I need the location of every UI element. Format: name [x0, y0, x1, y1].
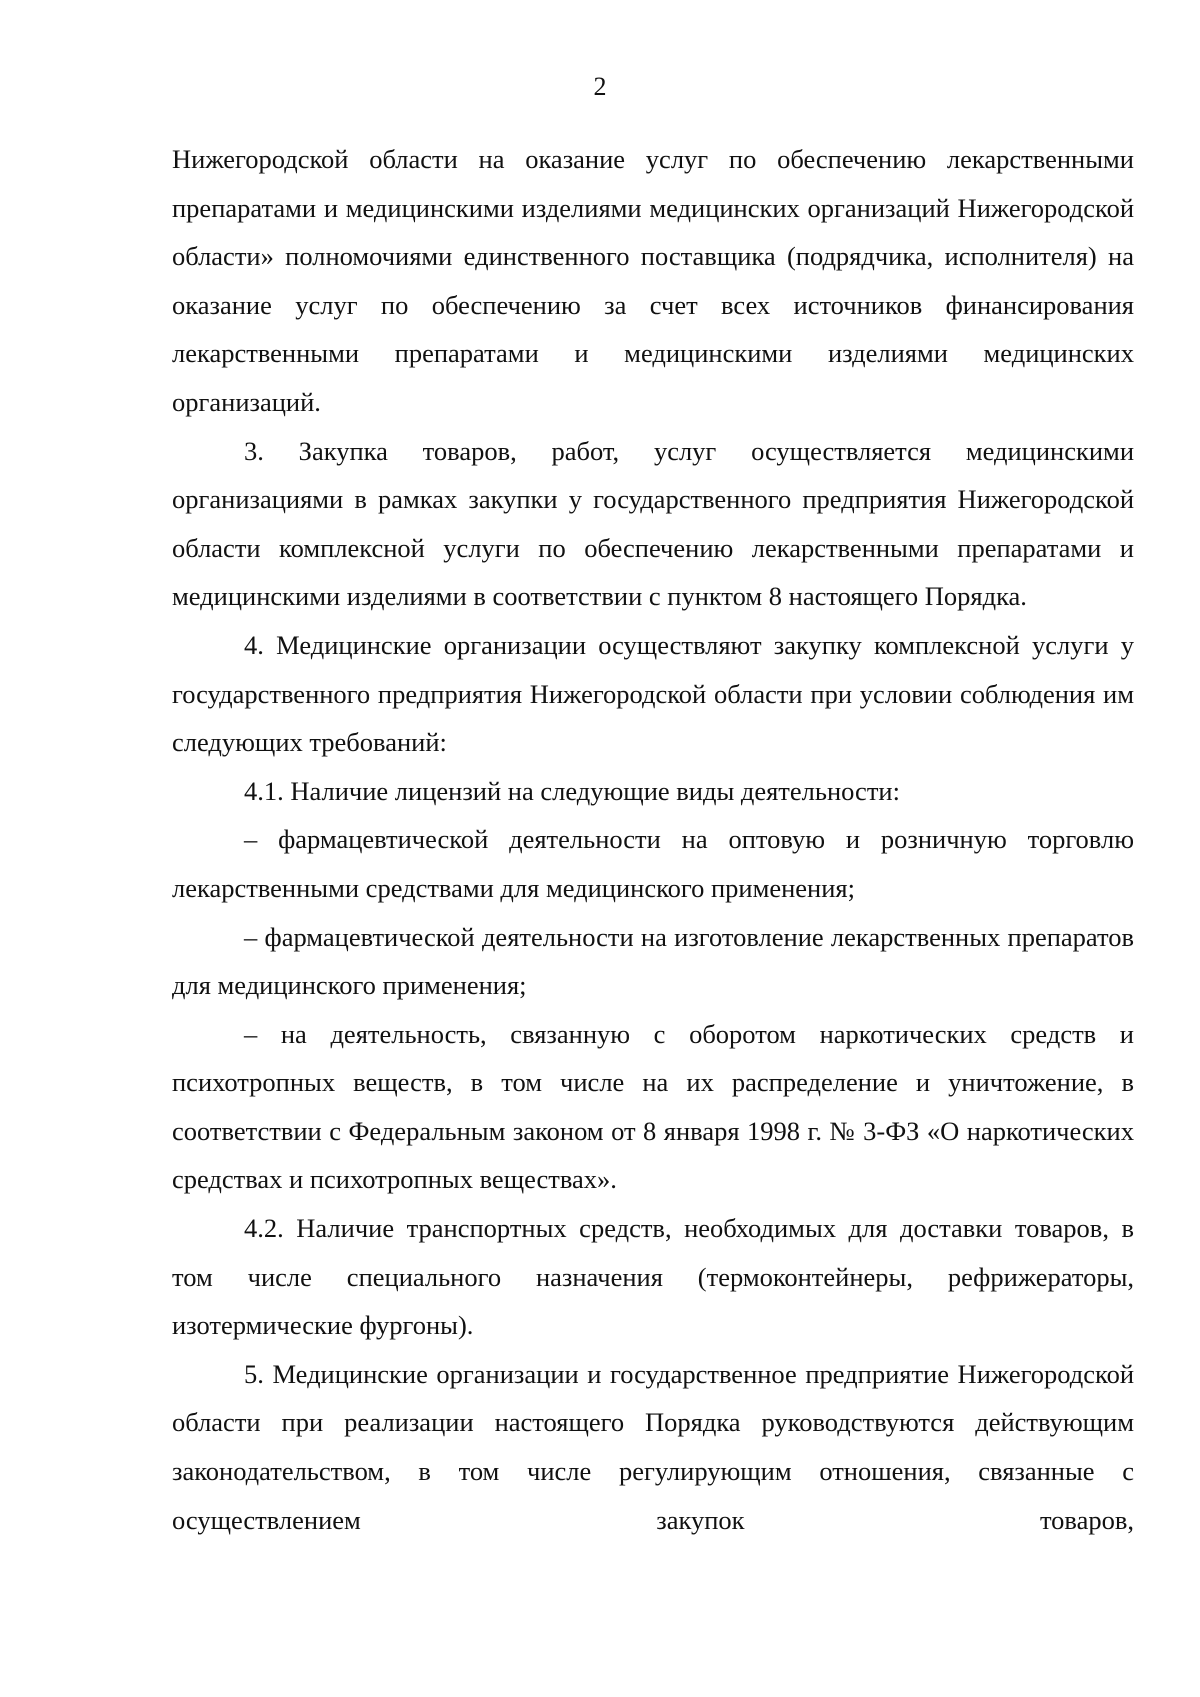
paragraph-continuation: Нижегородской области на оказание услуг по обеспечению лекарственными препаратами и медицинскими изделиями медицинских организаций Нижегородской области» полномочиями единственного поставщика (подрядчика, исполнителя) на оказание услуг по обеспечению за счет всех источников финансирования лекарственными препаратами и медицинскими изделиями медицинских организаций.: [172, 144, 1134, 417]
list-item-pharma-manufacturing: – фармацевтической деятельности на изготовление лекарственных препаратов для медицинского применения;: [172, 921, 1134, 1001]
paragraph-item-3: 3. Закупка товаров, работ, услуг осуществляется медицинскими организациями в рамках закупки у государственного предприятия Нижегородской области комплексной услуги по обеспечению лекарственными препаратами и медицинскими изделиями в соответствии с пунктом 8 настоящего Порядка.: [172, 435, 1134, 612]
paragraph-item-4-1: 4.1. Наличие лицензий на следующие виды деятельности:: [244, 775, 900, 806]
paragraph-item-4-2: 4.2. Наличие транспортных средств, необходимых для доставки товаров, в том числе специального назначения (термоконтейнеры, рефрижераторы, изотермические фургоны).: [172, 1213, 1134, 1341]
list-item-pharma-wholesale-retail: – фармацевтической деятельности на оптовую и розничную торговлю лекарственными средствами для медицинского применения;: [172, 824, 1134, 903]
page-number: 2: [593, 72, 607, 101]
list-item-narcotics-license: – на деятельность, связанную с оборотом наркотических средств и психотропных веществ, в том числе на их распределение и уничтожение, в соответствии с Федеральным законом от 8 января 1998 г. № 3-ФЗ «О наркотических средствах и психотропных веществах».: [172, 1018, 1134, 1195]
paragraph-item-4: 4. Медицинские организации осуществляют закупку комплексной услуги у государственного предприятия Нижегородской области при условии соблюдения им следующих требований:: [172, 629, 1134, 758]
document-body: [172, 135, 1134, 1544]
paragraph-item-5: 5. Медицинские организации и государственное предприятие Нижегородской области при реализации настоящего Порядка руководствуются действующим законодательством, в том числе регулирующим отношения, связанные с осуществлением закупок товаров,: [172, 1358, 1134, 1535]
